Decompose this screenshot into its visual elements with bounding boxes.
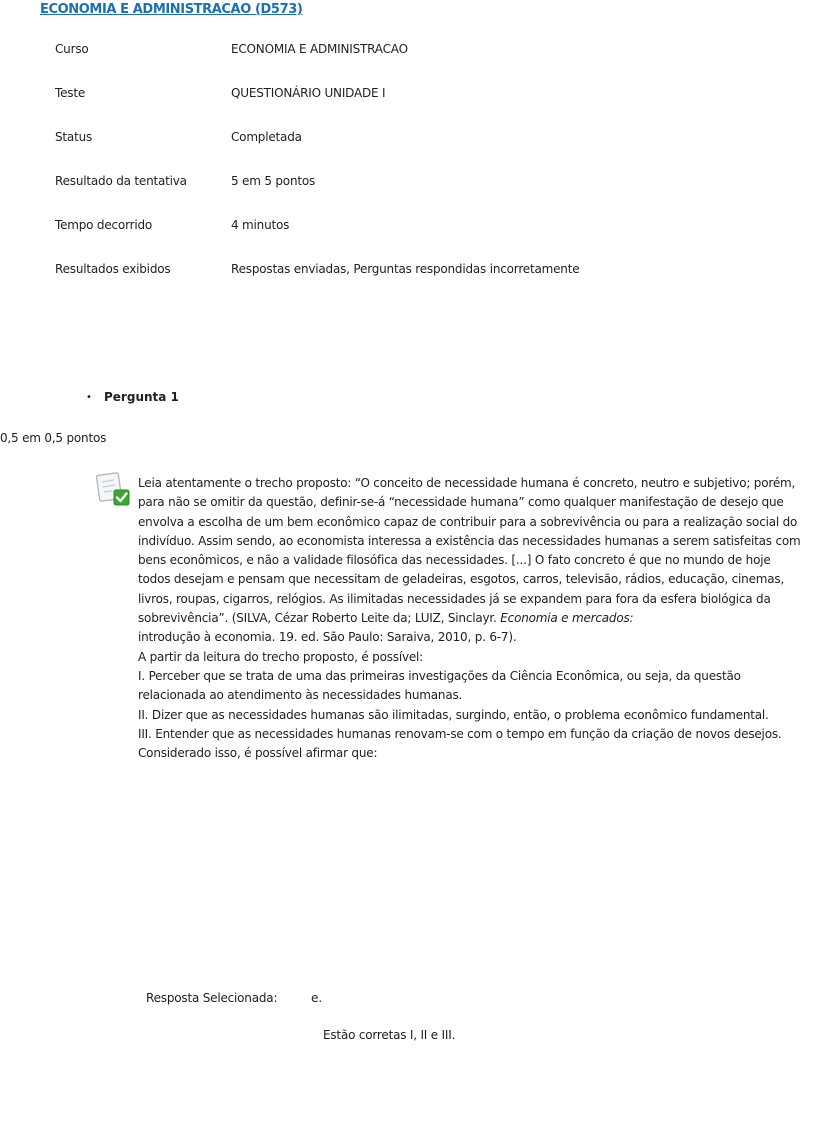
summary-value: 4 minutos: [231, 218, 290, 232]
summary-value: Completada: [231, 130, 302, 144]
quote-text: Leia atentamente o trecho proposto: “O conceito de necessidade humana é concreto, neutro e subjetivo; porém, para não se omitir da questão, definir-se-á “necessidade humana” como qualquer manifestação de desejo que envolva a escolha de um bem econômico capaz de contribuir para a sobrevivência ou para a realização social do indivíduo. Assim sendo, ao economista interessa a existência das necessidades humanas a serem satisfeitas com bens econômicos, e não a validade filosófica das necessidades. [...] O fato concreto é que no mundo de hoje todos desejam e pensam que necessitam de geladeiras, esgotos, carros, televisão, rádios, educação, cinemas, livros, roupas, cigarros, relógios. As ilimitadas necessidades já se expandem para fora da esfera biológica da sobrevivência”. (SILVA, Cézar Roberto Leite da; LUIZ, Sinclayr.: [138, 476, 801, 626]
book-title: Economia e mercados:: [500, 611, 634, 626]
question-bullet-icon: •: [86, 392, 92, 403]
summary-value: Respostas enviadas, Perguntas respondidas incorretamente: [231, 262, 580, 276]
summary-label: Resultado da tentativa: [55, 174, 187, 188]
selected-answer-text: Estão corretas I, II e III.: [323, 1028, 456, 1042]
question-item-1: I. Perceber que se trata de uma das primeiras investigações da Ciência Econômica, ou seja, da questão relacionada ao atendimento às necessidades humanas.: [138, 668, 741, 703]
question-title: Pergunta 1: [104, 390, 179, 404]
citation-rest: introdução à economia. 19. ed. São Paulo: Saraiva, 2010, p. 6-7).: [138, 630, 517, 645]
summary-value: 5 em 5 pontos: [231, 174, 316, 188]
question-text: [138, 474, 803, 763]
answer-label: Resposta Selecionada:: [146, 991, 278, 1005]
summary-label: Tempo decorrido: [55, 218, 153, 232]
question-points: 0,5 em 0,5 pontos: [0, 431, 107, 445]
question-item-3: III. Entender que as necessidades humanas renovam-se com o tempo em função da criação de novos desejos.: [138, 726, 782, 741]
summary-label: Curso: [55, 42, 89, 56]
question-item-2: II. Dizer que as necessidades humanas são ilimitadas, surgindo, então, o problema econômico fundamental.: [138, 707, 769, 722]
question-quote: [138, 474, 803, 628]
question-prompt: A partir da leitura do trecho proposto, é possível:: [138, 649, 424, 664]
summary-label: Resultados exibidos: [55, 262, 171, 276]
answer-letter: e.: [311, 991, 323, 1005]
correct-answer-icon: [92, 472, 136, 508]
question-closing: Considerado isso, é possível afirmar que:: [138, 746, 378, 761]
course-link[interactable]: ECONOMIA E ADMINISTRACAO (D573): [40, 2, 303, 17]
summary-value: QUESTIONÁRIO UNIDADE I: [231, 86, 386, 100]
summary-value: ECONOMIA E ADMINISTRACAO: [231, 42, 408, 56]
summary-label: Teste: [55, 86, 86, 100]
summary-label: Status: [55, 130, 93, 144]
